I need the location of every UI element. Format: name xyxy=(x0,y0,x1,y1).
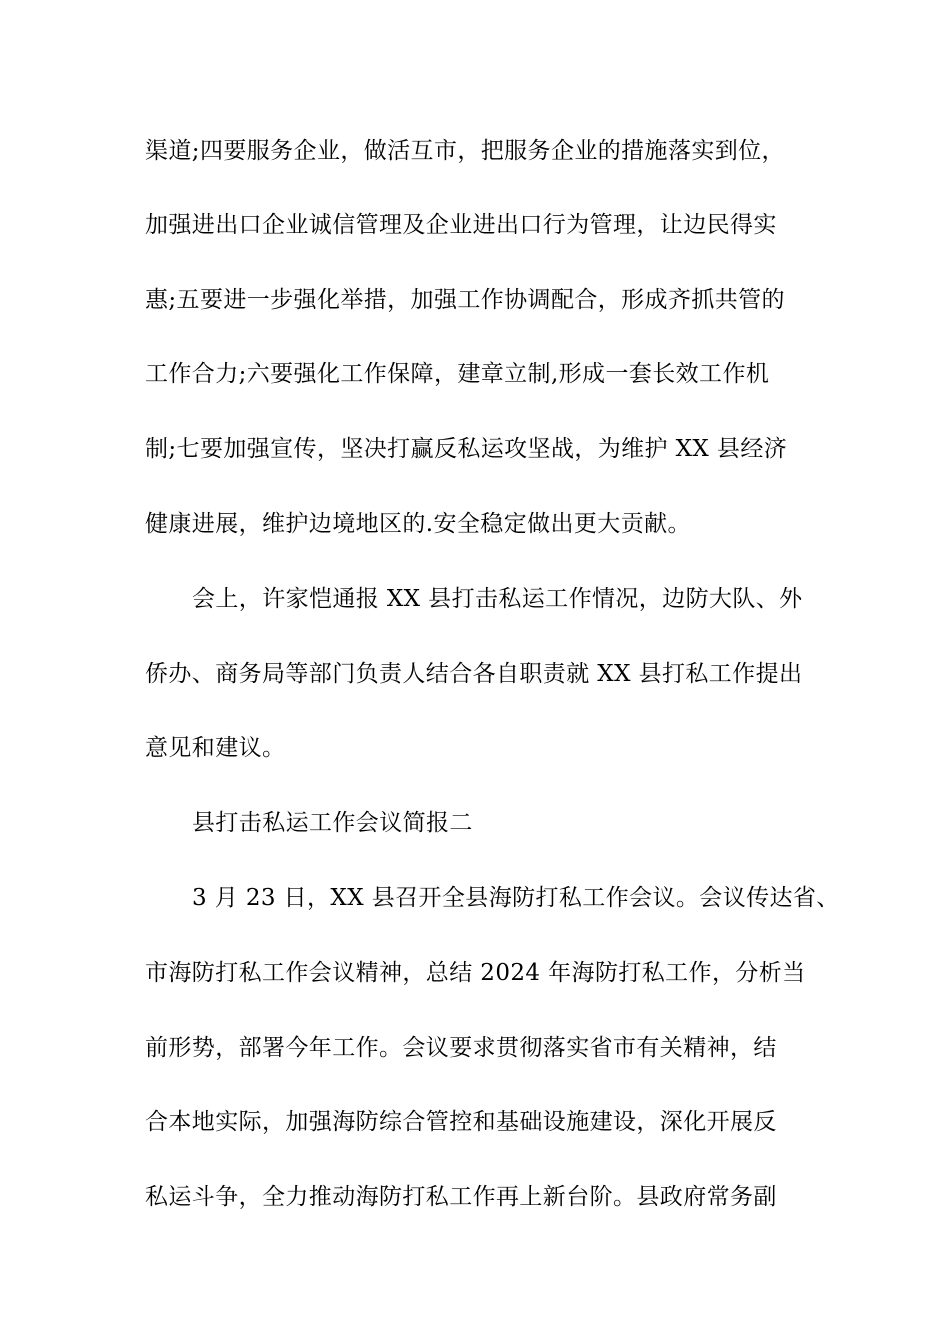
text-line: 制;七要加强宣传，坚决打赢反私运攻坚战，为维护 XX 县经济 xyxy=(145,436,788,462)
text-line: 加强进出口企业诚信管理及企业进出口行为管理，让边民得实 xyxy=(145,212,777,238)
text-line: 市海防打私工作会议精神，总结 2024 年海防打私工作，分析当 xyxy=(145,960,806,986)
text-line: 惠;五要进一步强化举措，加强工作协调配合，形成齐抓共管的 xyxy=(145,287,785,313)
text-line: 健康进展，维护边境地区的.安全稳定做出更大贡献。 xyxy=(145,511,691,537)
text-line: 私运斗争，全力推动海防打私工作再上新台阶。县政府常务副 xyxy=(145,1184,777,1210)
text-line: 前形势，部署今年工作。会议要求贯彻落实省市有关精神，结 xyxy=(145,1035,777,1061)
text-line: 合本地实际，加强海防综合管控和基础设施建设，深化开展反 xyxy=(145,1109,777,1135)
text-line: 侨办、商务局等部门负责人结合各自职责就 XX 县打私工作提出 xyxy=(145,661,803,687)
text-line: 渠道;四要服务企业，做活互市，把服务企业的措施落实到位， xyxy=(145,138,785,164)
text-line: 意见和建议。 xyxy=(145,735,286,761)
paragraph-first-line: 会上，许家恺通报 XX 县打击私运工作情况，边防大队、外 xyxy=(192,586,803,612)
section-heading: 县打击私运工作会议简报二 xyxy=(192,810,473,836)
paragraph-first-line: 3 月 23 日，XX 县召开全县海防打私工作会议。会议传达省、 xyxy=(192,885,840,911)
text-line: 工作合力;六要强化工作保障，建章立制,形成一套长效工作机 xyxy=(145,361,770,387)
